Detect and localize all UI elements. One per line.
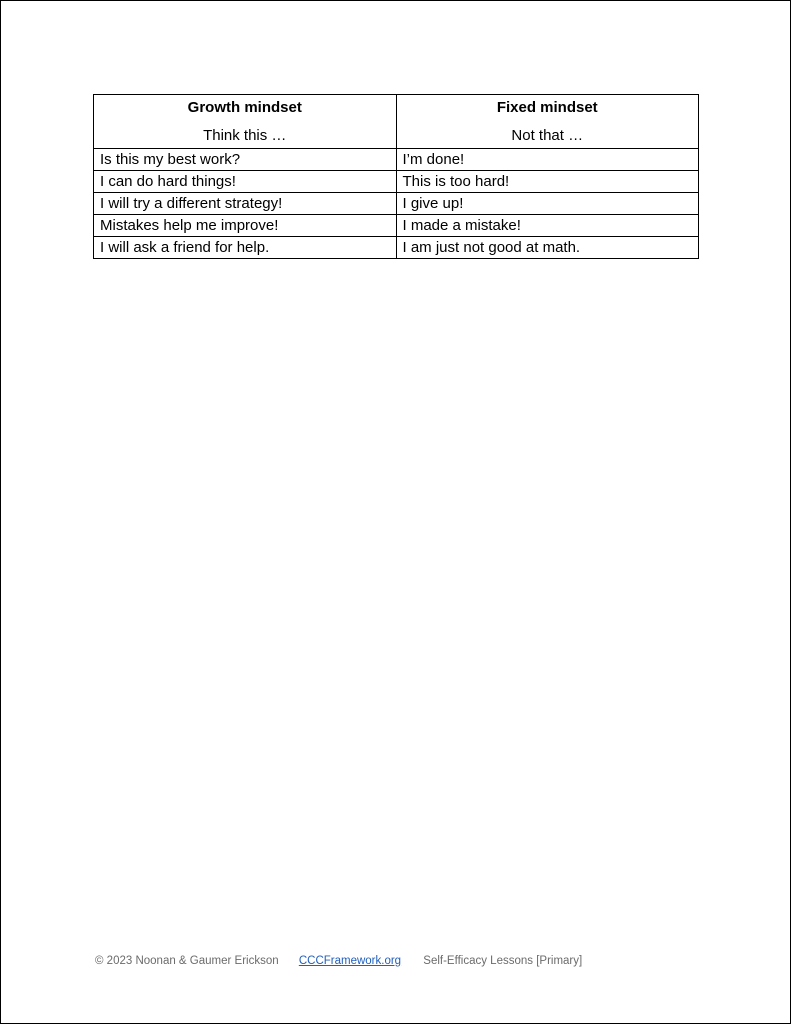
fixed-cell: I’m done! (396, 149, 699, 171)
growth-cell: Is this my best work? (94, 149, 397, 171)
table-row (94, 193, 699, 215)
footer-copyright: © 2023 Noonan & Gaumer Erickson (95, 955, 279, 967)
growth-cell: I can do hard things! (94, 171, 397, 193)
fixed-cell: This is too hard! (396, 171, 699, 193)
fixed-cell: I give up! (396, 193, 699, 215)
fixed-cell: I made a mistake! (396, 215, 699, 237)
growth-mindset-header (94, 95, 397, 149)
table-row (94, 237, 699, 259)
table-header-row (94, 95, 699, 149)
growth-cell: Mistakes help me improve! (94, 215, 397, 237)
fixed-mindset-header (396, 95, 699, 149)
page-footer (95, 955, 582, 967)
footer-lessons-label: Self-Efficacy Lessons [Primary] (423, 955, 583, 967)
column-title: Growth mindset (187, 99, 302, 116)
fixed-cell: I am just not good at math. (396, 237, 699, 259)
table-row (94, 171, 699, 193)
growth-cell: I will ask a friend for help. (94, 237, 397, 259)
column-subtitle: Think this … (203, 127, 287, 144)
footer-link[interactable]: CCCFramework.org (298, 955, 402, 967)
table-row (94, 149, 699, 171)
table-row (94, 215, 699, 237)
column-subtitle: Not that … (511, 127, 584, 144)
mindset-table (93, 94, 699, 259)
column-title: Fixed mindset (496, 99, 598, 116)
growth-cell: I will try a different strategy! (94, 193, 397, 215)
